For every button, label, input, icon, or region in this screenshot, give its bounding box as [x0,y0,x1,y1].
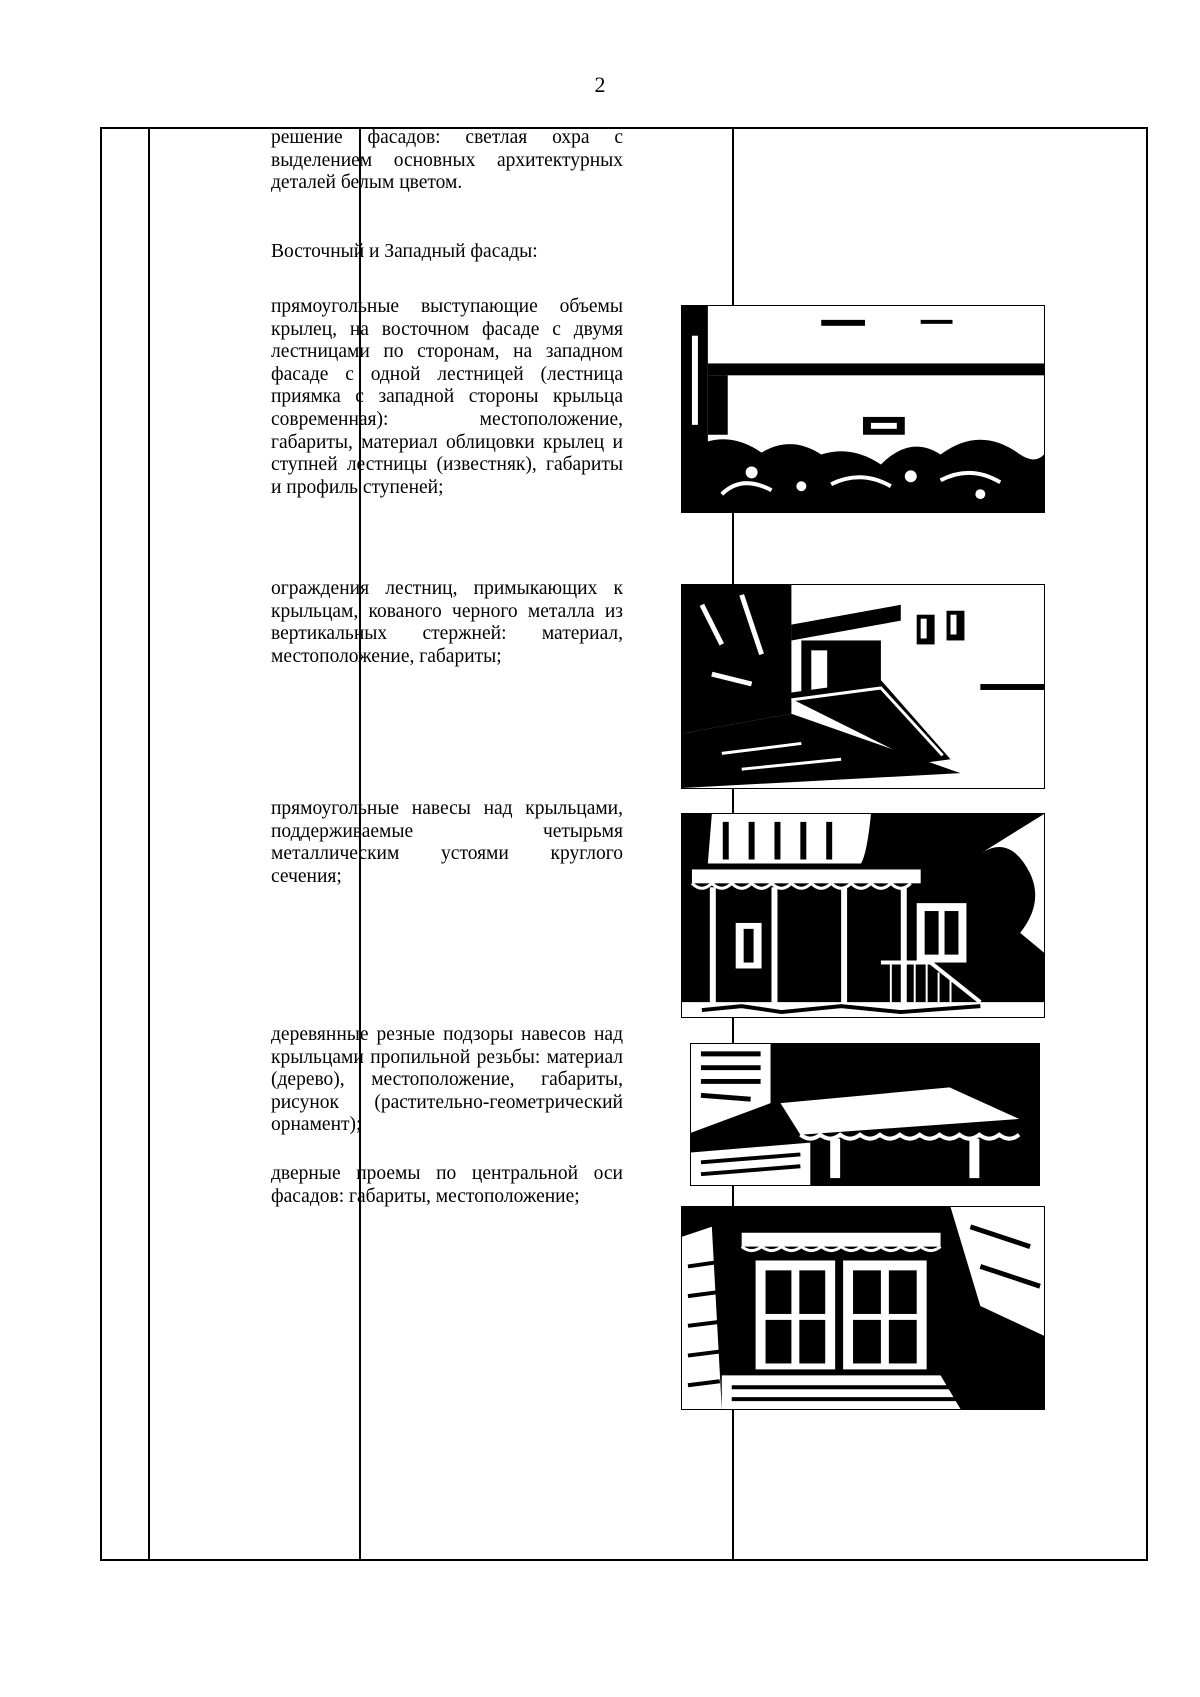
porch-with-stair-railing-photo [681,584,1045,789]
paragraph-facade-color: решение фасадов: светлая охра с выделением основных архитектурных деталей белым цветом. [271,127,623,194]
paragraph-porch-volumes: прямоугольные выступающие объемы крылец, на восточном фасаде с двумя лестницами по сторонам, на западном фасаде с одной лестницей (лестница приямка с западной стороны крыльца современная): местоположение, габариты, материал облицовки крылец и ступней лестницы (известняк), габариты и профиль ступеней; [271,296,623,498]
facade-wall-with-porch-photo [681,305,1045,513]
porch-canopy-with-posts-photo [681,813,1045,1018]
page-number: 2 [594,72,606,97]
carved-canopy-valance-photo [690,1043,1040,1186]
central-doorway-photo [681,1206,1045,1410]
paragraph-doorways: дверные проемы по центральной оси фасадов: габариты, местоположение; [271,1163,623,1207]
paragraph-carved-valances: деревянные резные подзоры навесов над крыльцами пропильной резьбы: материал (дерево), местоположение, габариты, рисунок (растительно-геометрический орнамент); [271,1024,623,1136]
paragraph-stair-railings: ограждения лестниц, примыкающих к крыльцам, кованого черного металла из вертикальных стержней: материал, местоположение, габариты; [271,578,623,667]
column-divider-1 [148,129,150,1559]
paragraph-east-west-heading: Восточный и Западный фасады: [271,241,538,262]
paragraph-canopies: прямоугольные навесы над крыльцами, поддерживаемые четырьмя металлическим устоями круглого сечения; [271,798,623,887]
